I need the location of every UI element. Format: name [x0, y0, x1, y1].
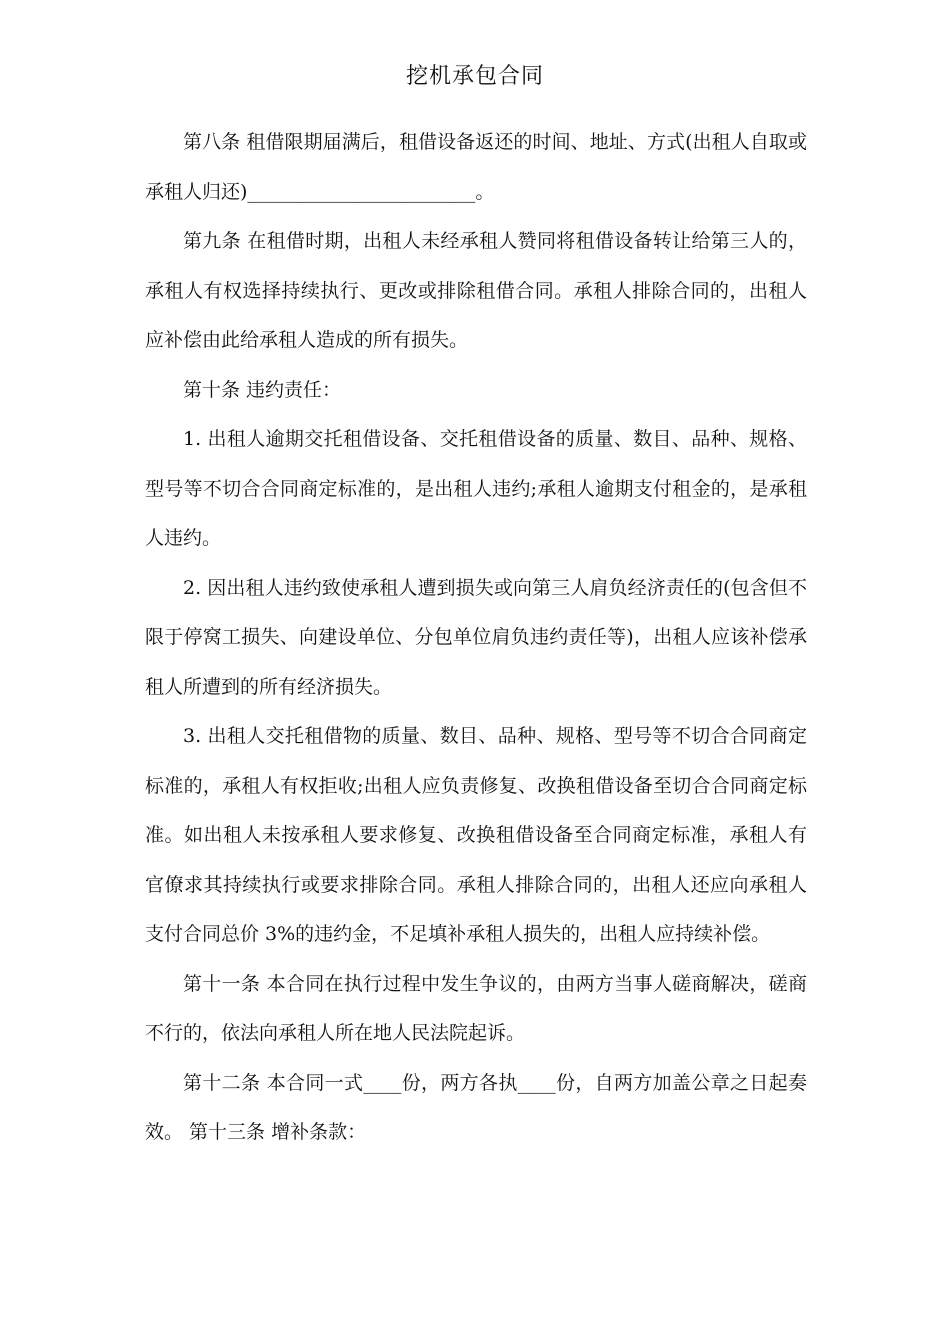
document-title: 挖机承包合同 [405, 64, 544, 89]
document-body [145, 118, 807, 1158]
clause-10-item-1: 1. 出租人逾期交托租借设备、交托租借设备的质量、数目、品种、规格、型号等不切合合同商定标准的，是出租人违约;承租人逾期支付租金的，是承租人违约。 [145, 428, 807, 549]
clause-10-item-2: 2. 因出租人违约致使承租人遭到损失或向第三人肩负经济责任的(包含但不限于停窝工损失、向建设单位、分包单位肩负违约责任等)，出租人应该补偿承租人所遭到的所有经济损失。 [145, 576, 807, 698]
clause-10-item-3: 3. 出租人交托租借物的质量、数目、品种、规格、型号等不切合合同商定标准的，承租人有权拒收;出租人应负责修复、改换租借设备至切合合同商定标准。如出租人未按承租人要求修复、改换租借设备至合同商定标准，承租人有官僚求其持续执行或要求排除合同。承租人排除合同的，出租人还应向承租人支付合同总价 3%的违约金，不足填补承租人损失的，出租人应持续补偿。 [145, 725, 807, 945]
clause-8: 第八条 租借限期届满后，租借设备返还的时间、地址、方式(出租人自取或承租人归还)________________________。 [145, 131, 807, 203]
clause-9: 第九条 在租借时期，出租人未经承租人赞同将租借设备转让给第三人的，承租人有权选择持续执行、更改或排除租借合同。承租人排除合同的，出租人应补偿由此给承租人造成的所有损失。 [145, 230, 807, 351]
clause-10-heading: 第十条 违约责任： [183, 378, 342, 401]
clause-12-13: 第十二条 本合同一式____份，两方各执____份，自两方加盖公章之日起奏效。 第十三条 增补条款： [145, 1071, 807, 1143]
clause-11: 第十一条 本合同在执行过程中发生争议的，由两方当事人磋商解决，磋商不行的，依法向承租人所在地人民法院起诉。 [145, 972, 807, 1044]
